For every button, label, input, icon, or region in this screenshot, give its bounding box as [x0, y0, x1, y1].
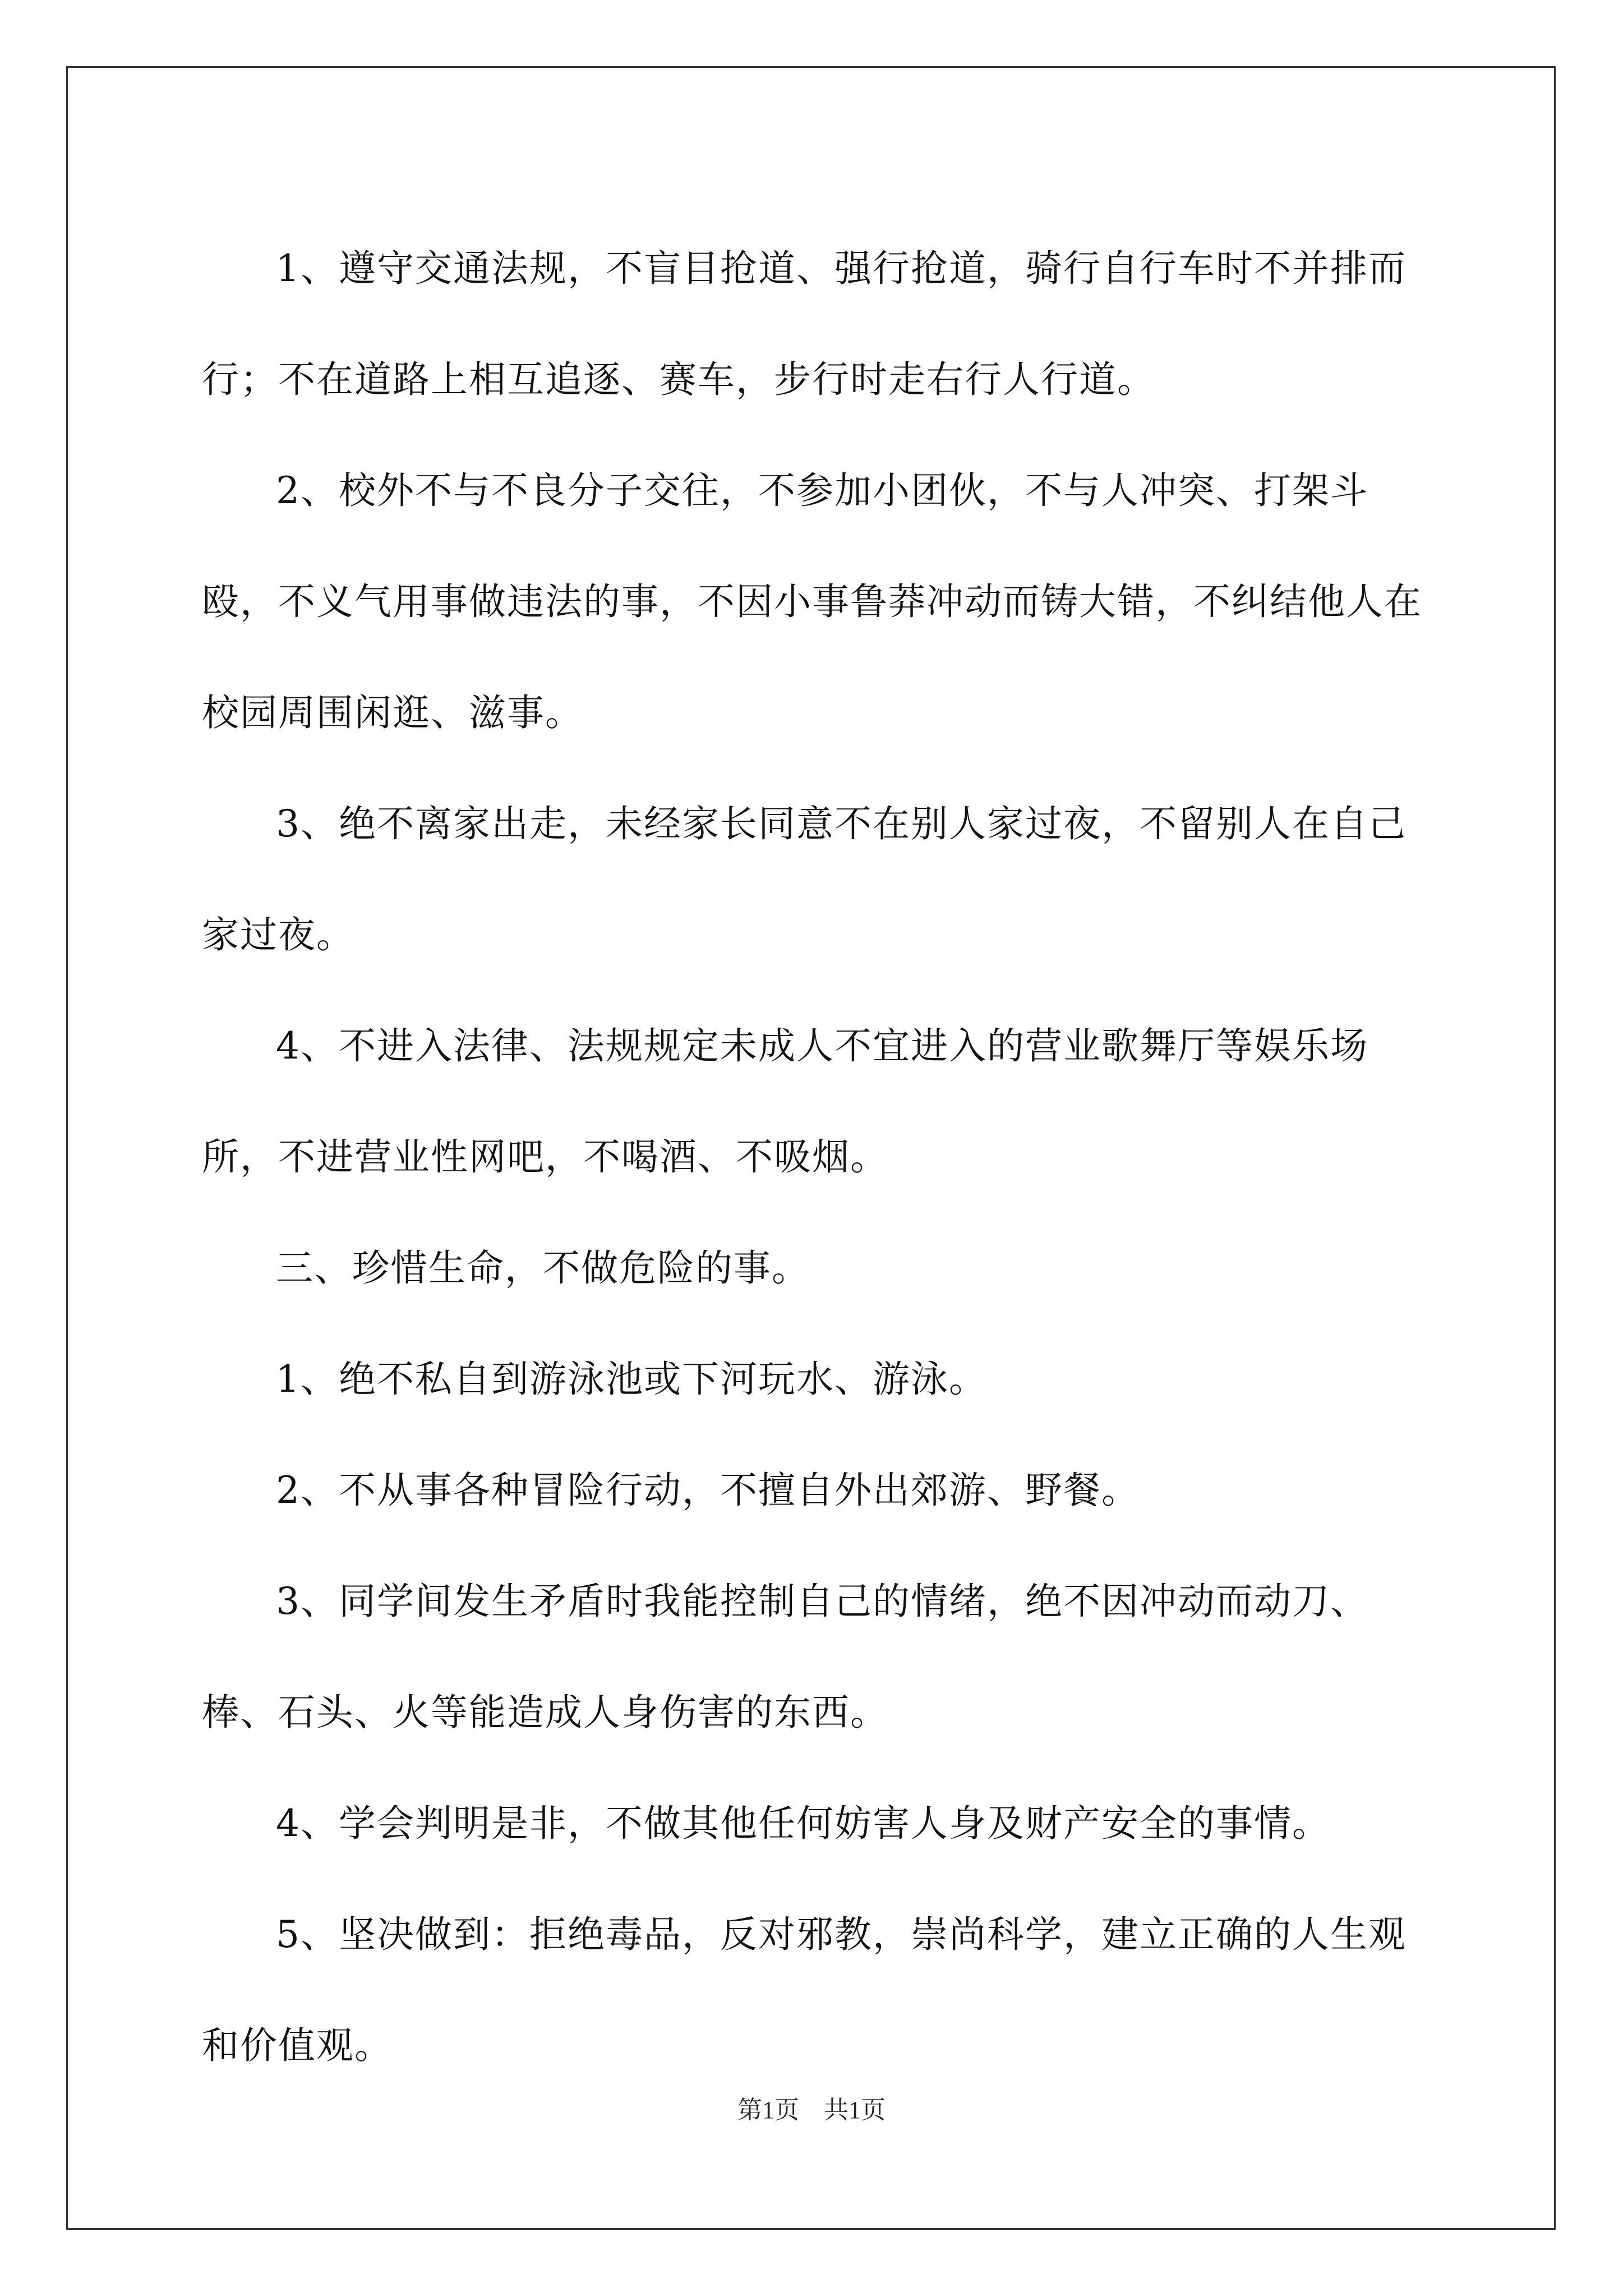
paragraph: 5、坚决做到：拒绝毒品，反对邪教，崇尚科学，建立正确的人生观和价值观。 — [202, 1913, 1407, 2067]
paragraph: 4、学会判明是非，不做其他任何妨害人身及财产安全的事情。 — [276, 1802, 1330, 1845]
paragraph: 2、不从事各种冒险行动，不擅自外出郊游、野餐。 — [276, 1469, 1140, 1512]
paragraph: 3、同学间发生矛盾时我能控制自己的情绪，绝不因冲动而动刀、棒、石头、火等能造成人身伤害的东西。 — [202, 1580, 1368, 1734]
paragraph: 1、绝不私自到游泳池或下河玩水、游泳。 — [276, 1358, 987, 1401]
page-number: 第1页 — [737, 2096, 799, 2124]
paragraph: 1、遵守交通法规，不盲目抢道、强行抢道，骑行自行车时不并排而行；不在道路上相互追逐、赛车，步行时走右行人行道。 — [202, 247, 1407, 401]
page-footer — [0, 2090, 1623, 2125]
paragraph: 2、校外不与不良分子交往，不参加小团伙，不与人冲突、打架斗殴，不义气用事做违法的事，不因小事鲁莽冲动而铸大错，不纠结他人在校园周围闲逛、滋事。 — [202, 469, 1422, 734]
document-body — [202, 213, 1424, 2101]
paragraph: 4、不进入法律、法规规定未成人不宜进入的营业歌舞厅等娱乐场所，不进营业性网吧，不喝酒、不吸烟。 — [202, 1024, 1368, 1179]
page-total: 共1页 — [824, 2096, 886, 2124]
section-heading: 三、珍惜生命，不做危险的事。 — [276, 1246, 810, 1290]
paragraph: 3、绝不离家出走，未经家长同意不在别人家过夜，不留别人在自己家过夜。 — [202, 802, 1407, 956]
